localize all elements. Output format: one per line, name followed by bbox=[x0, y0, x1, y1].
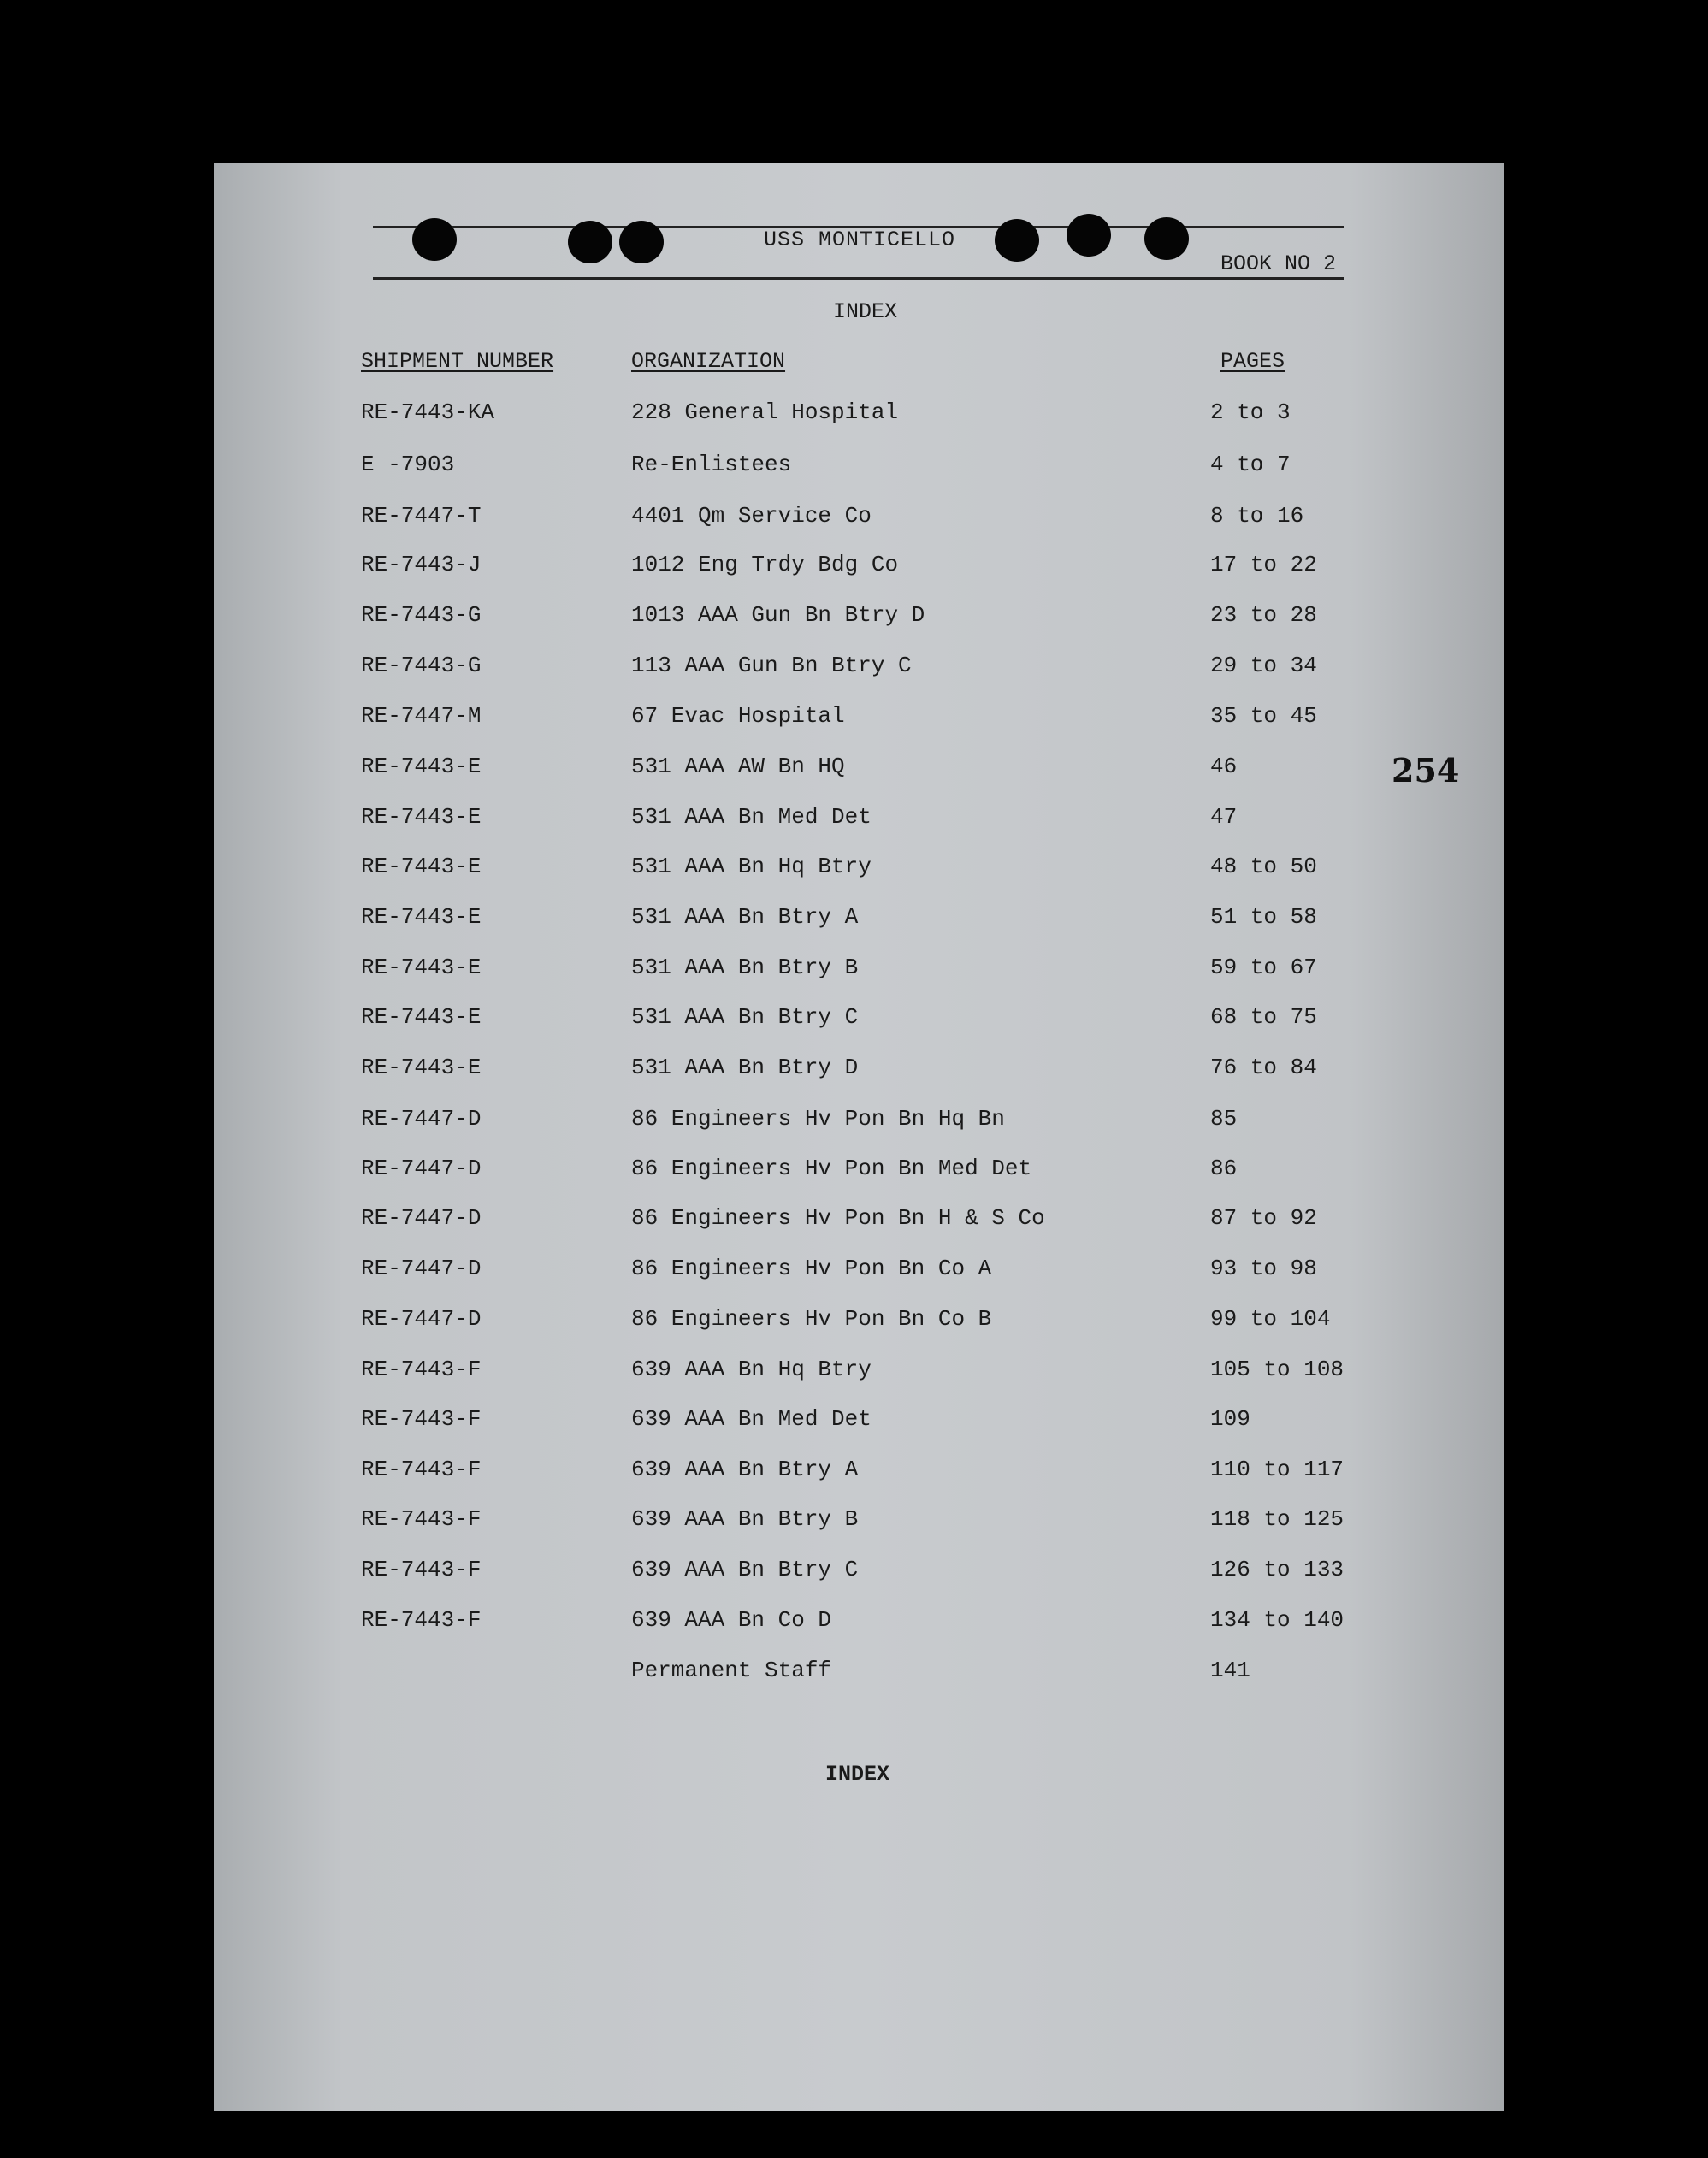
shipment-number-cell: RE-7443-E bbox=[361, 754, 482, 779]
pages-cell: 17 to 22 bbox=[1210, 552, 1317, 577]
pages-cell: 85 bbox=[1210, 1106, 1238, 1132]
table-row bbox=[214, 1406, 1497, 1440]
shipment-number-cell: RE-7443-E bbox=[361, 955, 482, 980]
table-row bbox=[214, 1607, 1497, 1641]
pages-cell: 76 to 84 bbox=[1210, 1055, 1317, 1080]
table-row bbox=[214, 552, 1497, 586]
pages-cell: 2 to 3 bbox=[1210, 399, 1291, 425]
organization-cell: 531 AAA Bn Btry B bbox=[631, 955, 859, 980]
shipment-number-cell: RE-7447-D bbox=[361, 1106, 482, 1132]
pages-cell: 51 to 58 bbox=[1210, 904, 1317, 930]
pages-cell: 29 to 34 bbox=[1210, 653, 1317, 678]
organization-cell: 531 AAA AW Bn HQ bbox=[631, 754, 845, 779]
organization-cell: 639 AAA Bn Hq Btry bbox=[631, 1357, 872, 1382]
organization-cell: 86 Engineers Hv Pon Bn Co A bbox=[631, 1256, 992, 1281]
pages-cell: 47 bbox=[1210, 804, 1238, 830]
pages-cell: 86 bbox=[1210, 1156, 1238, 1181]
page-title: INDEX bbox=[833, 299, 898, 324]
table-row bbox=[214, 1506, 1497, 1540]
table-row bbox=[214, 1055, 1497, 1089]
table-row bbox=[214, 1106, 1497, 1140]
organization-cell: 531 AAA Bn Btry D bbox=[631, 1055, 859, 1080]
table-row bbox=[214, 955, 1497, 989]
table-row bbox=[214, 503, 1497, 537]
table-row bbox=[214, 904, 1497, 938]
pages-cell: 141 bbox=[1210, 1658, 1250, 1683]
organization-cell: 67 Evac Hospital bbox=[631, 703, 845, 729]
column-header-pages: PAGES bbox=[1220, 349, 1285, 374]
organization-cell: 86 Engineers Hv Pon Bn Med Det bbox=[631, 1156, 1032, 1181]
organization-cell: 1013 AAA Gun Bn Btry D bbox=[631, 602, 925, 628]
pages-cell: 105 to 108 bbox=[1210, 1357, 1345, 1382]
shipment-number-cell: RE-7443-G bbox=[361, 602, 482, 628]
organization-cell: 86 Engineers Hv Pon Bn H & S Co bbox=[631, 1205, 1045, 1231]
pages-cell: 87 to 92 bbox=[1210, 1205, 1317, 1231]
organization-cell: 531 AAA Bn Btry A bbox=[631, 904, 859, 930]
column-header-shipment: SHIPMENT NUMBER bbox=[361, 349, 554, 374]
pages-cell: 110 to 117 bbox=[1210, 1457, 1345, 1482]
shipment-number-cell: E -7903 bbox=[361, 452, 455, 477]
punch-hole bbox=[995, 219, 1039, 262]
organization-cell: 531 AAA Bn Hq Btry bbox=[631, 854, 872, 879]
shipment-number-cell: RE-7443-F bbox=[361, 1557, 482, 1582]
ship-name: USS MONTICELLO bbox=[764, 228, 956, 252]
table-row bbox=[214, 703, 1497, 737]
pages-cell: 109 bbox=[1210, 1406, 1250, 1432]
shipment-number-cell: RE-7443-E bbox=[361, 854, 482, 879]
organization-cell: 531 AAA Bn Med Det bbox=[631, 804, 872, 830]
table-row bbox=[214, 1557, 1497, 1591]
shipment-number-cell: RE-7447-D bbox=[361, 1205, 482, 1231]
shipment-number-cell: RE-7443-E bbox=[361, 804, 482, 830]
pages-cell: 99 to 104 bbox=[1210, 1306, 1331, 1332]
punch-hole bbox=[412, 218, 457, 261]
pages-cell: 59 to 67 bbox=[1210, 955, 1317, 980]
shipment-number-cell: RE-7443-E bbox=[361, 1004, 482, 1030]
organization-cell: 86 Engineers Hv Pon Bn Co B bbox=[631, 1306, 992, 1332]
table-row bbox=[214, 854, 1497, 888]
table-row bbox=[214, 1256, 1497, 1290]
shipment-number-cell: RE-7443-F bbox=[361, 1457, 482, 1482]
pages-cell: 4 to 7 bbox=[1210, 452, 1291, 477]
pages-cell: 118 to 125 bbox=[1210, 1506, 1345, 1532]
shipment-number-cell: RE-7443-F bbox=[361, 1506, 482, 1532]
organization-cell: Permanent Staff bbox=[631, 1658, 832, 1683]
organization-cell: 1012 Eng Trdy Bdg Co bbox=[631, 552, 899, 577]
shipment-number-cell: RE-7443-KA bbox=[361, 399, 495, 425]
punch-hole bbox=[1144, 217, 1189, 260]
organization-cell: 4401 Qm Service Co bbox=[631, 503, 872, 529]
organization-cell: Re-Enlistees bbox=[631, 452, 792, 477]
pages-cell: 8 to 16 bbox=[1210, 503, 1304, 529]
pages-cell: 46 bbox=[1210, 754, 1238, 779]
pages-cell: 68 to 75 bbox=[1210, 1004, 1317, 1030]
shipment-number-cell: RE-7447-D bbox=[361, 1156, 482, 1181]
shipment-number-cell: RE-7443-E bbox=[361, 1055, 482, 1080]
shipment-number-cell: RE-7443-G bbox=[361, 653, 482, 678]
organization-cell: 639 AAA Bn Med Det bbox=[631, 1406, 872, 1432]
organization-cell: 531 AAA Bn Btry C bbox=[631, 1004, 859, 1030]
organization-cell: 639 AAA Bn Btry B bbox=[631, 1506, 859, 1532]
table-row bbox=[214, 653, 1497, 687]
punch-hole bbox=[619, 221, 664, 263]
pages-cell: 93 to 98 bbox=[1210, 1256, 1317, 1281]
pages-cell: 126 to 133 bbox=[1210, 1557, 1345, 1582]
punch-hole bbox=[568, 221, 612, 263]
shipment-number-cell: RE-7447-D bbox=[361, 1256, 482, 1281]
organization-cell: 228 General Hospital bbox=[631, 399, 899, 425]
table-row bbox=[214, 1306, 1497, 1340]
table-row bbox=[214, 754, 1497, 788]
table-row bbox=[214, 1156, 1497, 1190]
header-rule-bottom bbox=[373, 277, 1344, 280]
organization-cell: 113 AAA Gun Bn Btry C bbox=[631, 653, 912, 678]
shipment-number-cell: RE-7443-J bbox=[361, 552, 482, 577]
book-number: BOOK NO 2 bbox=[1220, 251, 1337, 276]
shipment-number-cell: RE-7443-E bbox=[361, 904, 482, 930]
shipment-number-cell: RE-7447-T bbox=[361, 503, 482, 529]
shipment-number-cell: RE-7443-F bbox=[361, 1607, 482, 1633]
document-page bbox=[214, 163, 1504, 2111]
table-row bbox=[214, 1457, 1497, 1491]
organization-cell: 639 AAA Bn Btry A bbox=[631, 1457, 859, 1482]
column-header-organization: ORGANIZATION bbox=[631, 349, 786, 374]
shipment-number-cell: RE-7447-D bbox=[361, 1306, 482, 1332]
organization-cell: 639 AAA Bn Co D bbox=[631, 1607, 832, 1633]
table-row bbox=[214, 1658, 1497, 1692]
shipment-number-cell: RE-7443-F bbox=[361, 1406, 482, 1432]
table-row bbox=[214, 602, 1497, 636]
pages-cell: 23 to 28 bbox=[1210, 602, 1317, 628]
pages-cell: 48 to 50 bbox=[1210, 854, 1317, 879]
shipment-number-cell: RE-7447-M bbox=[361, 703, 482, 729]
footer-index-label: INDEX bbox=[825, 1762, 890, 1787]
pages-cell: 35 to 45 bbox=[1210, 703, 1317, 729]
punch-hole bbox=[1067, 214, 1111, 257]
page-stamp-number: 254 bbox=[1392, 751, 1460, 789]
table-row bbox=[214, 1004, 1497, 1038]
table-row bbox=[214, 399, 1497, 434]
table-row bbox=[214, 1357, 1497, 1391]
table-row bbox=[214, 1205, 1497, 1239]
organization-cell: 639 AAA Bn Btry C bbox=[631, 1557, 859, 1582]
pages-cell: 134 to 140 bbox=[1210, 1607, 1345, 1633]
shipment-number-cell: RE-7443-F bbox=[361, 1357, 482, 1382]
organization-cell: 86 Engineers Hv Pon Bn Hq Bn bbox=[631, 1106, 1005, 1132]
table-row bbox=[214, 804, 1497, 838]
table-row bbox=[214, 452, 1497, 486]
